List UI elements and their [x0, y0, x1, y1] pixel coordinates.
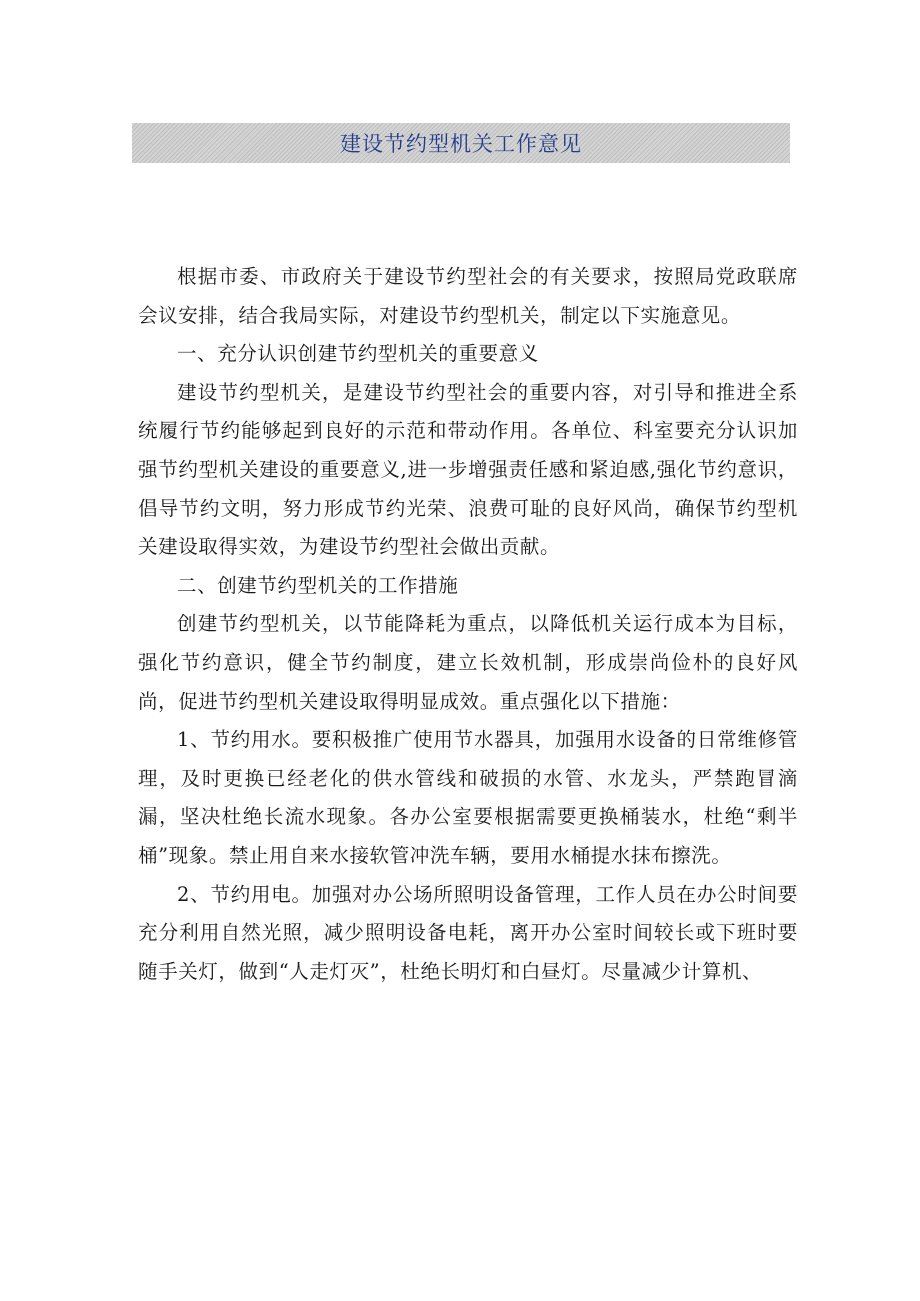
document-title: 建设节约型机关工作意见	[340, 132, 582, 156]
document-body	[138, 258, 798, 991]
paragraph-electricity-saving: 2、节约用电。加强对办公场所照明设备管理，工作人员在办公时间要充分利用自然光照，减少照明设备电耗，离开办公室时间较长或下班时要随手关灯，做到“人走灯灭”，杜绝长明灯和白昼灯。尽量减少计算机、	[138, 882, 798, 983]
section-heading-1: 一、充分认识创建节约型机关的重要意义	[177, 342, 539, 366]
title-banner	[132, 123, 790, 163]
paragraph-intro: 根据市委、市政府关于建设节约型社会的有关要求，按照局党政联席会议安排，结合我局实际，对建设节约型机关，制定以下实施意见。	[138, 265, 798, 327]
section-heading-2: 二、创建节约型机关的工作措施	[177, 573, 459, 597]
paragraph-measures: 创建节约型机关，以节能降耗为重点，以降低机关运行成本为目标，强化节约意识，健全节约制度，建立长效机制，形成崇尚俭朴的良好风尚，促进节约型机关建设取得明显成效。重点强化以下措施：	[138, 612, 798, 713]
paragraph-significance: 建设节约型机关，是建设节约型社会的重要内容，对引导和推进全系统履行节约能够起到良好的示范和带动作用。各单位、科室要充分认识加强节约型机关建设的重要意义,进一步增强责任感和紧迫感,强化节约意识，倡导节约文明，努力形成节约光荣、浪费可耻的良好风尚，确保节约型机关建设取得实效，为建设节约型社会做出贡献。	[138, 380, 798, 559]
paragraph-water-saving: 1、节约用水。要积极推广使用节水器具，加强用水设备的日常维修管理，及时更换已经老化的供水管线和破损的水管、水龙头，严禁跑冒滴漏，坚决杜绝长流水现象。各办公室要根据需要更换桶装水，杜绝“剩半桶”现象。禁止用自来水接软管冲洗车辆，要用水桶提水抹布擦洗。	[138, 728, 798, 867]
